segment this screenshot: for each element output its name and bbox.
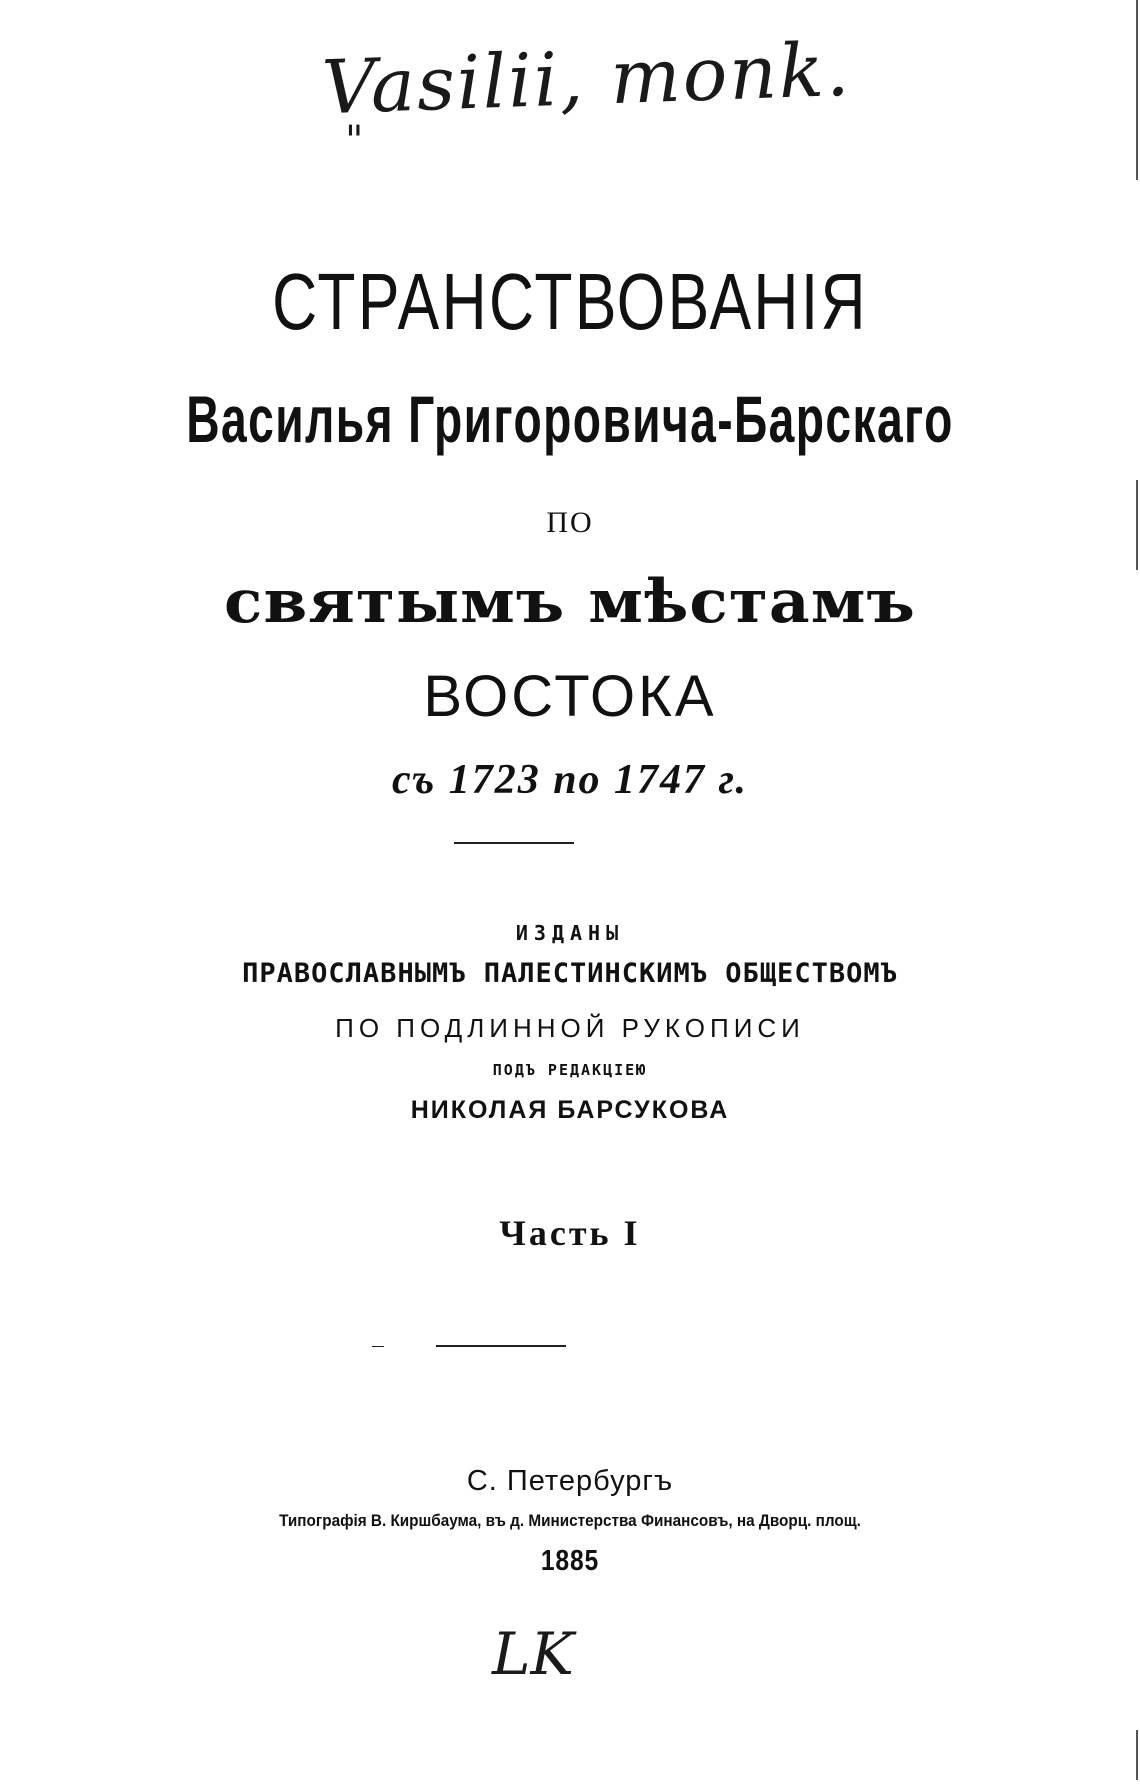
imprint-city: С. Петербургъ <box>466 1465 674 1497</box>
publisher-society: ПРАВОСЛАВНЫМЪ ПАЛЕСТИНСКИМЪ ОБЩЕСТВОМЪ <box>242 958 898 989</box>
scan-edge-mark <box>1136 1730 1138 1780</box>
title-east: ВОСТОКА <box>423 664 717 729</box>
handwritten-initials: LK <box>492 1620 574 1688</box>
editor-label: ПОДЪ РЕДАКЦІЕЮ <box>492 1061 648 1079</box>
title-holy-places: святымъ мѣстамъ <box>224 567 916 637</box>
book-title: СТРАНСТВОВАНІЯ <box>272 257 868 346</box>
scan-edge-mark <box>1136 0 1138 180</box>
imprint-year: 1885 <box>540 1545 600 1577</box>
ornament-rule <box>436 1345 566 1347</box>
title-connector: ПО <box>546 506 594 539</box>
volume-part: Часть I <box>499 1213 641 1253</box>
book-subtitle-author: Василья Григоровича-Барскаго <box>186 382 954 456</box>
handwritten-ditto-mark: " <box>345 118 364 164</box>
title-years: съ 1723 по 1747 г. <box>391 757 749 803</box>
handwritten-author-note: Vasilii, monk. <box>320 26 853 132</box>
published-label: ИЗДАНЫ <box>515 921 625 945</box>
divider-rule <box>454 842 574 844</box>
ornament-dash <box>372 1346 384 1347</box>
imprint-printer: Типографія В. Киршбаума, въ д. Министерства Финансовъ, на Дворц. площ. <box>279 1511 861 1530</box>
manuscript-note: ПО ПОДЛИННОЙ РУКОПИСИ <box>335 1013 805 1043</box>
editor-name: НИКОЛАЯ БАРСУКОВА <box>410 1096 730 1124</box>
